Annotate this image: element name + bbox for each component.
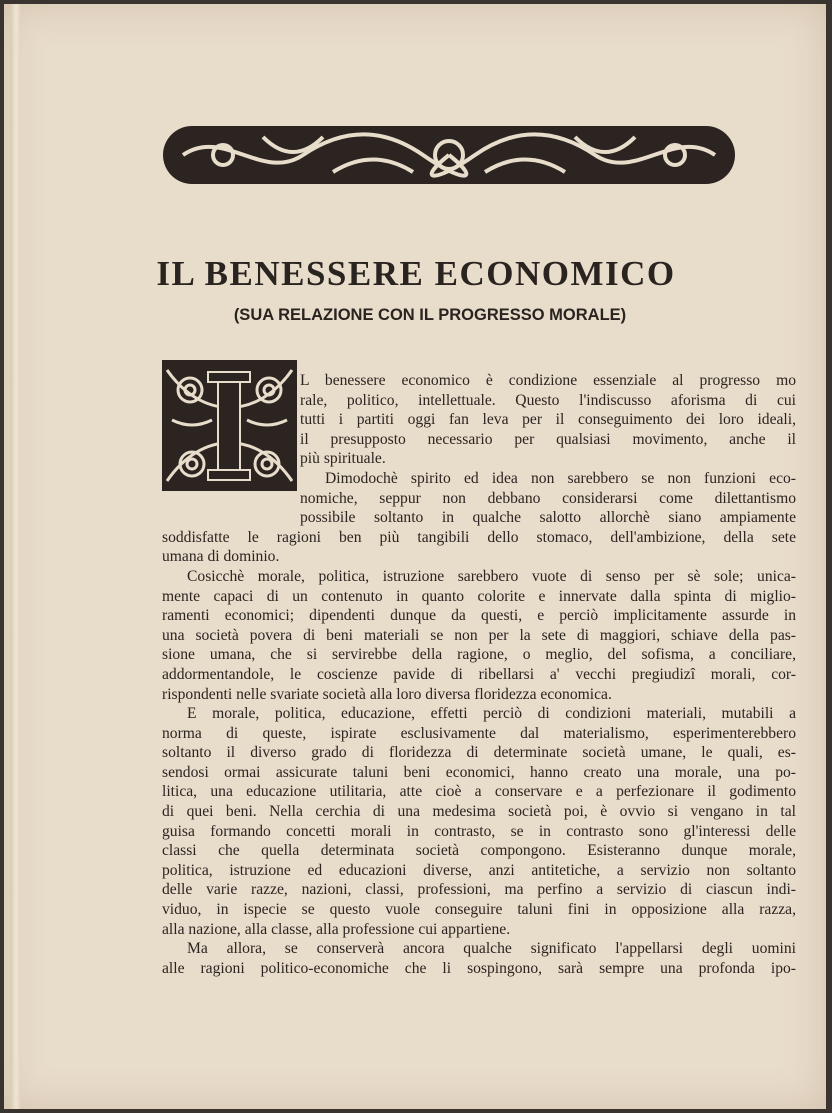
text-line: alle ragioni politico-economiche che li sospingono, sarà sempre una profonda ipo- [162, 959, 796, 977]
article-title: IL BENESSERE ECONOMICO [156, 254, 676, 293]
text-line: delle varie razze, nazioni, classi, professioni, ma perfino a servizio di ciascun indi- [162, 881, 796, 899]
text-line: politica, istruzione ed educazioni diverse, anzi antitetiche, a servizio non soltanto [162, 861, 796, 879]
text-line: addormentandole, le coscienze pavide di ribellarsi a' vecchi pregiudizî morali, cor- [162, 665, 796, 683]
text-line: classi che quella determinata società compongono. Esisteranno dunque morale, [162, 842, 796, 860]
article-body [162, 371, 796, 978]
text-line: Cosicchè morale, politica, istruzione sarebbero vuote di senso per sè sole; unica- [187, 567, 796, 585]
text-line: nomiche, seppur non debbano considerarsi come dilettantismo [300, 489, 796, 507]
text-line: guisa formando concetti morali in contrasto, se in contrasto sono gl'interessi delle [162, 822, 796, 840]
text-line: norma di queste, ispirate esclusivamente dal materialismo, esperimenterebbero [162, 724, 796, 742]
decorative-header-ornament [163, 122, 735, 188]
text-line: sendosi ormai assicurate taluni beni economici, hanno creato una morale, una po- [162, 763, 796, 781]
text-line: soddisfatte le ragioni ben più tangibili dello stomaco, dell'ambizione, della sete [162, 528, 796, 546]
text-line: rale, politico, intellettuale. Questo l'indiscusso aforisma di cui [300, 391, 796, 409]
text-line: di quei beni. Nella cerchia di una medesima società poi, è ovvio si vengano in tal [162, 803, 796, 821]
text-line: Dimodochè spirito ed idea non sarebbero se non funzioni eco- [325, 469, 796, 487]
text-line: una società povera di beni materiali se non per la sete di maggiori, schiave della pas- [162, 626, 796, 644]
text-line: soltanto il diverso grado di floridezza di determinate società umane, le quali, es- [162, 744, 796, 762]
text-line: il presupposto necessario per qualsiasi movimento, anche il [300, 430, 796, 448]
text-line: litica, una educazione utilitaria, atte cioè a conservare e a perfezionare il godimento [162, 783, 796, 801]
text-line: E morale, politica, educazione, effetti perciò di condizioni materiali, mutabili a [187, 705, 796, 723]
text-line: umana di dominio. [162, 548, 280, 566]
drop-cap-letter: I [229, 440, 230, 441]
text-line: alla nazione, alla classe, alla professione cui appartiene. [162, 920, 511, 938]
text-line: Ma allora, se conserverà ancora qualche significato l'appellarsi degli uomini [187, 940, 796, 958]
text-line: più spirituale. [300, 450, 386, 468]
text-line: rispondenti nelle svariate società alla loro diversa floridezza economica. [162, 685, 612, 703]
page-fold [10, 4, 20, 1109]
text-line: tutti i partiti oggi fan leva per il conseguimento dei loro ideali, [300, 411, 796, 429]
article-subtitle: (SUA RELAZIONE CON IL PROGRESSO MORALE) [233, 306, 627, 324]
text-line: L benessere economico è condizione essenziale al progresso mo [300, 372, 796, 389]
text-line: viduo, in ispecie se questo vuole conseguire taluni fini in opposizione alla razza, [162, 901, 796, 919]
text-line: possibile soltanto in qualche salotto allorchè siano ampiamente [300, 509, 796, 527]
text-line: mente capaci di un contenuto in quanto colorite e innervate dalla spinta di miglio- [162, 587, 796, 605]
text-line: ramenti economici; dipendenti dunque da questi, e perciò implicitamente assurde in [162, 607, 796, 625]
text-line: sione umana, che si servirebbe della ragione, o meglio, del sofisma, a conciliare, [162, 646, 796, 664]
